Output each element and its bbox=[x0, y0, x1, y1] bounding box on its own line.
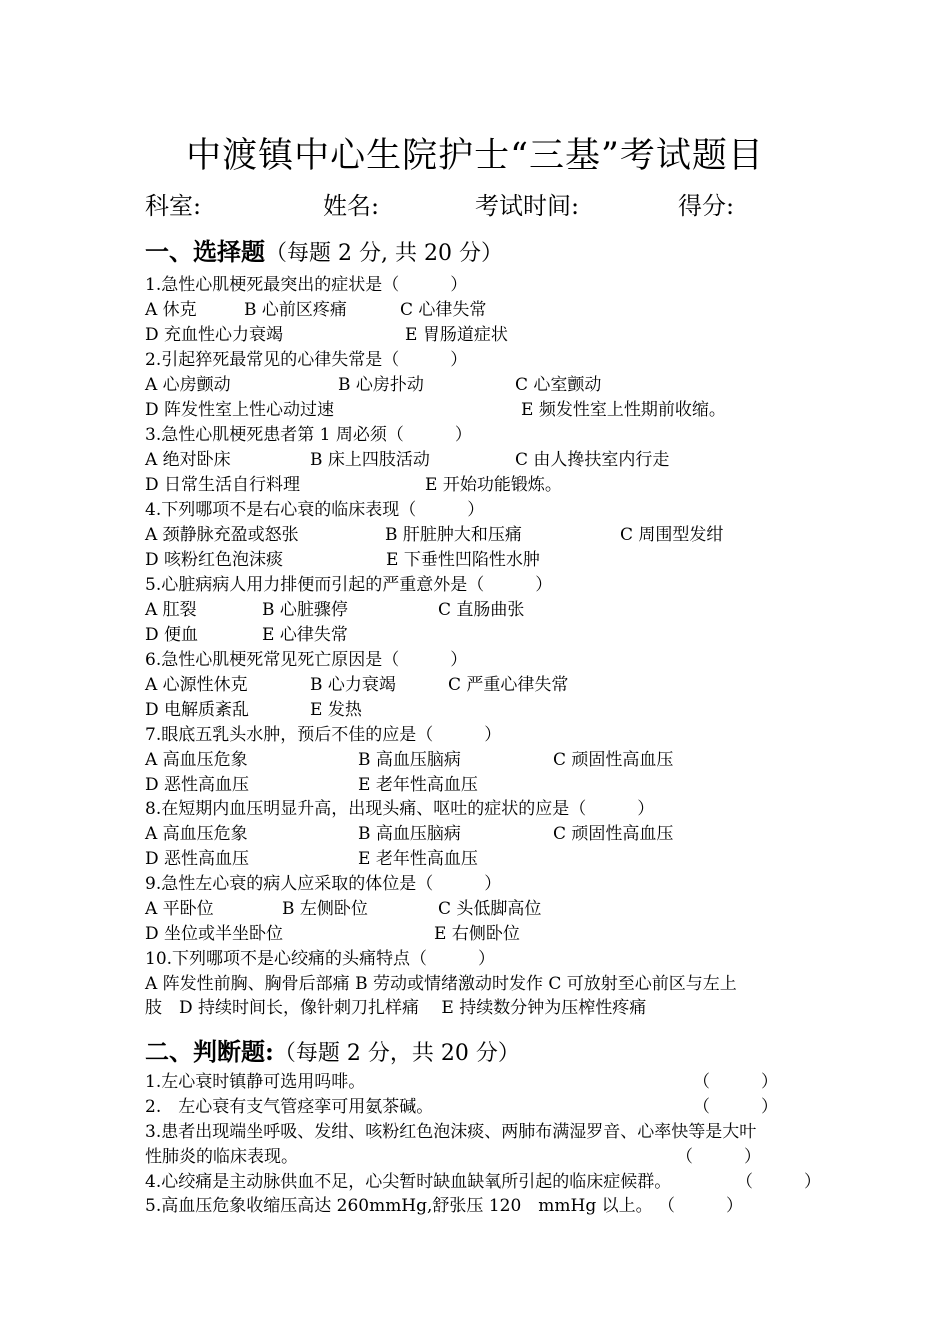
q7-option-b: B 高血压脑病 bbox=[358, 750, 461, 770]
q8-option-c: C 顽固性高血压 bbox=[553, 824, 674, 844]
q2-option-e: E 频发性室上性期前收缩。 bbox=[521, 400, 726, 420]
page-title: 中渡镇中心生院护士“三基”考试题目 bbox=[186, 136, 764, 176]
q8-option-e: E 老年性高血压 bbox=[358, 849, 478, 869]
judgment-1: 1.左心衰时镇静可选用吗啡。 bbox=[145, 1072, 366, 1092]
q9-option-a: A 平卧位 bbox=[145, 899, 214, 919]
q1-option-a: A 休克 bbox=[145, 300, 197, 320]
judgment-4-answer-blank: （ ） bbox=[736, 1172, 821, 1192]
q9-option-c: C 头低脚高位 bbox=[438, 899, 542, 919]
q1-option-d: D 充血性心力衰竭 bbox=[145, 325, 284, 345]
q7-option-e: E 老年性高血压 bbox=[358, 775, 478, 795]
question-6: 6.急性心肌梗死常见死亡原因是（ ） bbox=[145, 650, 468, 670]
q5-option-a: A 肛裂 bbox=[145, 600, 197, 620]
judgment-3-cont: 性肺炎的临床表现。 bbox=[145, 1147, 298, 1167]
q1-option-c: C 心律失常 bbox=[400, 300, 487, 320]
question-3: 3.急性心肌梗死患者第 1 周必须（ ） bbox=[145, 425, 472, 445]
q4-option-a: A 颈静脉充盈或怒张 bbox=[145, 525, 299, 545]
q5-option-c: C 直肠曲张 bbox=[438, 600, 525, 620]
q3-option-d: D 日常生活自行料理 bbox=[145, 475, 301, 495]
section-choice-note: （每题 2 分, 共 20 分） bbox=[265, 241, 503, 266]
q9-option-d: D 坐位或半坐卧位 bbox=[145, 924, 284, 944]
q2-option-a: A 心房颤动 bbox=[145, 375, 231, 395]
q8-option-a: A 高血压危象 bbox=[145, 824, 248, 844]
question-2: 2.引起猝死最常见的心律失常是（ ） bbox=[145, 350, 468, 370]
exam-time-label: 考试时间: bbox=[475, 192, 580, 220]
q9-option-e: E 右侧卧位 bbox=[434, 924, 520, 944]
q6-option-d: D 电解质紊乱 bbox=[145, 700, 250, 720]
question-8: 8.在短期内血压明显升高，出现头痛、呕吐的症状的应是（ ） bbox=[145, 799, 655, 819]
q7-option-c: C 顽固性高血压 bbox=[553, 750, 674, 770]
q2-option-b: B 心房扑动 bbox=[338, 375, 424, 395]
judgment-3-answer-blank: （ ） bbox=[676, 1147, 761, 1167]
judgment-2-answer-blank: （ ） bbox=[693, 1097, 778, 1117]
q3-option-e: E 开始功能锻炼。 bbox=[425, 475, 562, 495]
q6-option-e: E 发热 bbox=[310, 700, 362, 720]
q7-option-d: D 恶性高血压 bbox=[145, 775, 250, 795]
q8-option-b: B 高血压脑病 bbox=[358, 824, 461, 844]
q8-option-d: D 恶性高血压 bbox=[145, 849, 250, 869]
name-label: 姓名: bbox=[323, 192, 380, 220]
judgment-3: 3.患者出现端坐呼吸、发绀、咳粉红色泡沫痰、两肺布满湿罗音、心率快等是大叶 bbox=[145, 1122, 757, 1142]
q1-option-e: E 胃肠道症状 bbox=[405, 325, 508, 345]
q3-option-b: B 床上四肢活动 bbox=[310, 450, 430, 470]
q7-option-a: A 高血压危象 bbox=[145, 750, 248, 770]
q5-option-d: D 便血 bbox=[145, 625, 199, 645]
question-4: 4.下列哪项不是右心衰的临床表现（ ） bbox=[145, 500, 485, 520]
q4-option-c: C 周围型发绀 bbox=[620, 525, 724, 545]
q6-option-a: A 心源性休克 bbox=[145, 675, 248, 695]
section-judgment-heading bbox=[145, 1032, 520, 1067]
score-label: 得分: bbox=[678, 192, 735, 220]
q9-option-b: B 左侧卧位 bbox=[282, 899, 368, 919]
question-5: 5.心脏病病人用力排便而引起的严重意外是（ ） bbox=[145, 575, 553, 595]
section-judgment-title: 二、判断题: bbox=[145, 1037, 274, 1066]
section-choice-heading bbox=[145, 232, 503, 267]
q5-option-b: B 心脏骤停 bbox=[262, 600, 348, 620]
judgment-5: 5.高血压危象收缩压高达 260mmHg,舒张压 120 mmHg 以上。 bbox=[145, 1196, 653, 1216]
dept-label: 科室: bbox=[145, 192, 202, 220]
section-judgment-note: （每题 2 分，共 20 分） bbox=[273, 1041, 520, 1066]
question-9: 9.急性左心衰的病人应采取的体位是（ ） bbox=[145, 874, 502, 894]
q4-option-b: B 肝脏肿大和压痛 bbox=[385, 525, 522, 545]
question-10: 10.下列哪项不是心绞痛的头痛特点（ ） bbox=[145, 949, 496, 969]
judgment-2: 2. 左心衰有支气管痉挛可用氨茶碱。 bbox=[145, 1097, 434, 1117]
q6-option-c: C 严重心律失常 bbox=[448, 675, 569, 695]
q2-option-d: D 阵发性室上性心动过速 bbox=[145, 400, 335, 420]
judgment-1-answer-blank: （ ） bbox=[693, 1072, 778, 1092]
question-1: 1.急性心肌梗死最突出的症状是（ ） bbox=[145, 275, 468, 295]
judgment-5-answer-blank: （ ） bbox=[658, 1196, 743, 1216]
section-choice-title: 一、选择题 bbox=[145, 237, 265, 266]
q2-option-c: C 心室颤动 bbox=[515, 375, 602, 395]
q6-option-b: B 心力衰竭 bbox=[310, 675, 396, 695]
question-7: 7.眼底五乳头水肿，预后不佳的应是（ ） bbox=[145, 725, 502, 745]
q3-option-c: C 由人搀扶室内行走 bbox=[515, 450, 670, 470]
q10-options-line-2: 肢 D 持续时间长，像针刺刀扎样痛 E 持续数分钟为压榨性疼痛 bbox=[145, 998, 647, 1018]
q5-option-e: E 心律失常 bbox=[262, 625, 348, 645]
q4-option-d: D 咳粉红色泡沫痰 bbox=[145, 550, 284, 570]
judgment-4: 4.心绞痛是主动脉供血不足，心尖暂时缺血缺氧所引起的临床症候群。 bbox=[145, 1172, 672, 1192]
q4-option-e: E 下垂性凹陷性水肿 bbox=[386, 550, 540, 570]
q10-options-line-1: A 阵发性前胸、胸骨后部痛 B 劳动或情绪激动时发作 C 可放射至心前区与左上 bbox=[145, 974, 737, 994]
q1-option-b: B 心前区疼痛 bbox=[244, 300, 347, 320]
q3-option-a: A 绝对卧床 bbox=[145, 450, 231, 470]
